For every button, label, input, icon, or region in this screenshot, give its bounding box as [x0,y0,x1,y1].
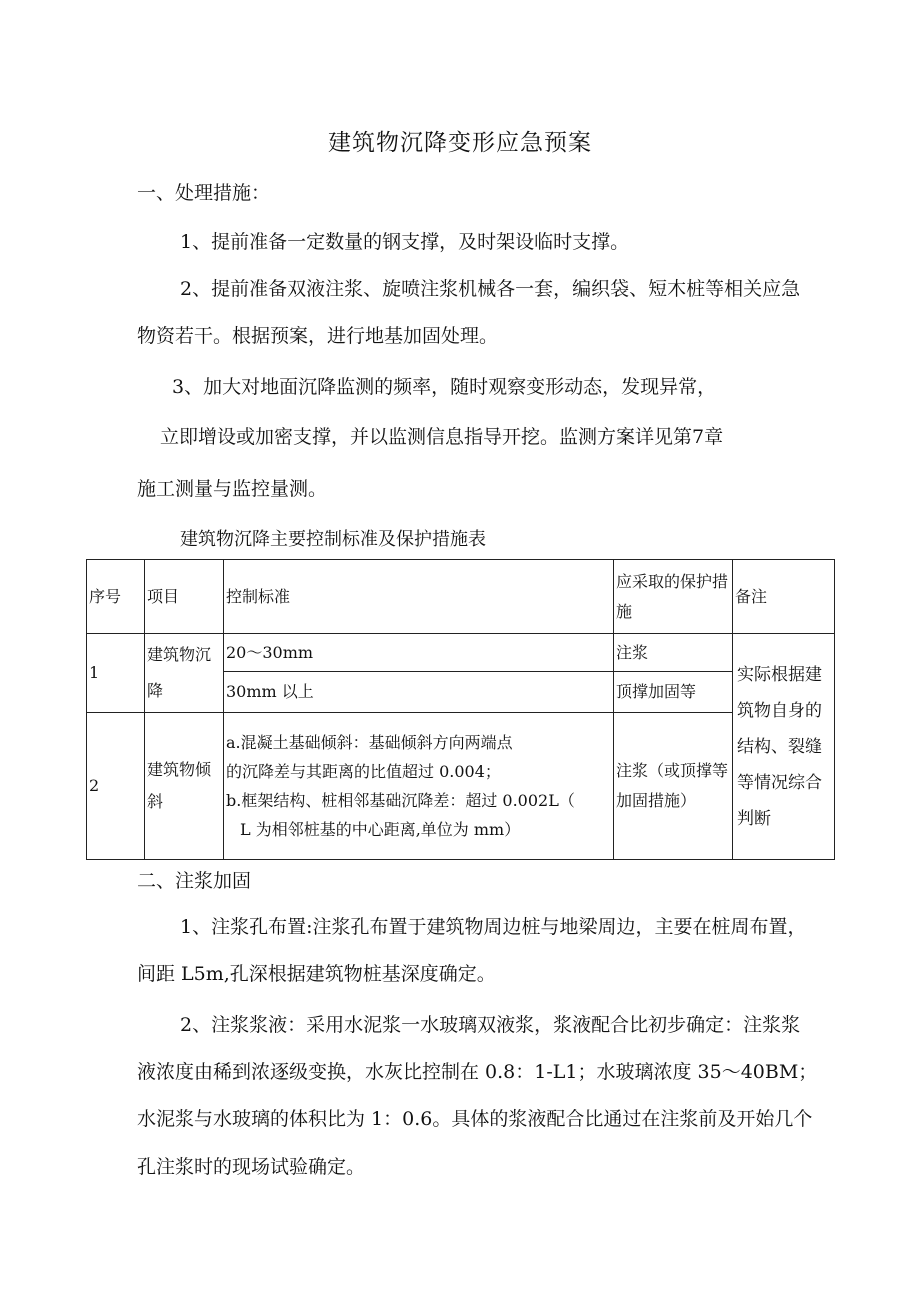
header-standard: 控制标准 [224,560,614,634]
paragraph-grout-2-line-2: 液浓度由稀到浓逐级变换，水灰比控制在 0.8：1-L1；水玻璃浓度 35～40BM； [137,1061,818,1083]
table-row [87,713,835,860]
paragraph-item-2-line-1: 2、提前准备双液注浆、旋喷注浆机械各一套，编织袋、短木桩等相关应急 [180,278,801,300]
paragraph-grout-2-line-1: 2、注浆浆液：采用水泥浆一水玻璃双液浆，浆液配合比初步确定：注浆浆 [180,1014,801,1036]
table-header-row [87,560,835,634]
paragraph-grout-1-line-1: 1、注浆孔布置:注浆孔布置于建筑物周边桩与地梁周边，主要在桩周布置， [180,916,807,938]
row2-measure: 注浆（或顶撑等加固措施） [614,713,733,860]
row2-standard-line: b.框架结构、桩相邻基础沉降差：超过 0.002L（ [226,791,575,810]
header-item: 项目 [145,560,224,634]
row1-measure-b: 顶撑加固等 [614,672,733,713]
section-heading-handling: 一、处理措施： [137,182,271,204]
paragraph-grout-2-line-4: 孔注浆时的现场试验确定。 [137,1156,366,1178]
row2-seq: 2 [87,713,145,860]
paragraph-item-3-line-1: 3、加大对地面沉降监测的频率，随时观察变形动态，发现异常， [172,376,717,398]
table-note: 实际根据建筑物自身的结构、裂缝等情况综合判断 [733,634,835,860]
section-heading-grouting: 二、注浆加固 [137,870,252,892]
page-title: 建筑物沉降变形应急预案 [328,130,592,156]
row2-item: 建筑物倾斜 [145,713,224,860]
paragraph-item-3-line-2: 立即增设或加密支撑，并以监测信息指导开挖。监测方案详见第7章 [160,426,724,448]
table-caption: 建筑物沉降主要控制标准及保护措施表 [180,529,486,550]
row1-item: 建筑物沉降 [145,634,224,713]
header-seq: 序号 [87,560,145,634]
paragraph-item-2-line-2: 物资若干。根据预案，进行地基加固处理。 [137,325,499,347]
row1-standard-b: 30mm 以上 [224,672,614,713]
row2-standard-line: L 为相邻桩基的中心距离,单位为 mm） [240,820,521,839]
row2-standard-line: a.混凝土基础倾斜：基础倾斜方向两端点 [226,733,513,752]
row2-standard [224,713,614,860]
row1-seq: 1 [87,634,145,713]
row1-standard-a: 20～30mm [224,634,614,672]
header-measure: 应采取的保护措施 [614,560,733,634]
header-note: 备注 [733,560,835,634]
row1-measure-a: 注浆 [614,634,733,672]
paragraph-grout-1-line-2: 间距 L5m,孔深根据建筑物桩基深度确定。 [137,963,496,985]
table-row [87,634,835,672]
paragraph-item-3-line-3: 施工测量与监控量测。 [137,478,328,500]
settlement-control-table [86,559,835,860]
paragraph-grout-2-line-3: 水泥浆与水玻璃的体积比为 1：0.6。具体的浆液配合比通过在注浆前及开始几个 [137,1108,813,1130]
row2-standard-line: 的沉降差与其距离的比值超过 0.004； [226,762,501,781]
paragraph-item-1: 1、提前准备一定数量的钢支撑，及时架设临时支撑。 [180,231,630,253]
